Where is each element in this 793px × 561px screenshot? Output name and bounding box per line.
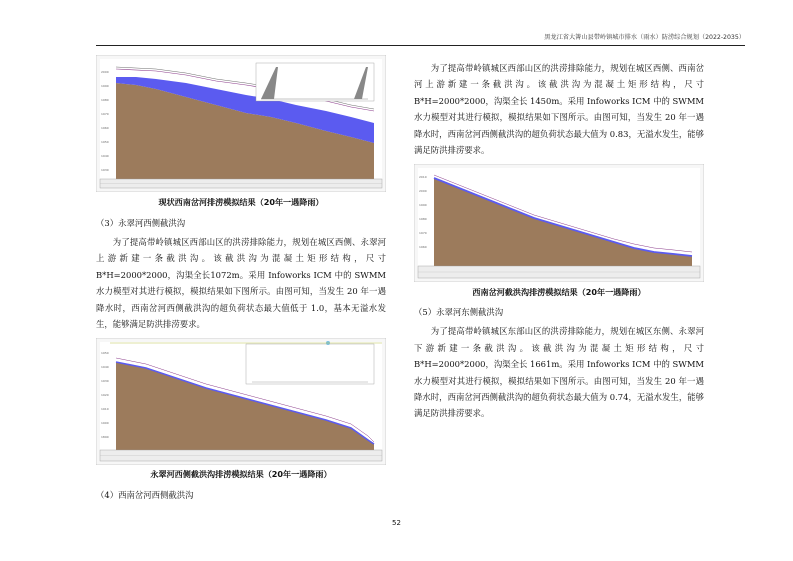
- svg-text:1930: 1930: [101, 168, 109, 172]
- svg-text:1970: 1970: [101, 112, 109, 116]
- svg-text:2000: 2000: [101, 70, 109, 74]
- profile-chart-2: [96, 338, 386, 465]
- figure-3-caption: 西南岔河截洪沟排涝模拟结果（20年一遇降雨）: [472, 287, 646, 298]
- section-paragraph-3: 为了提高带岭镇城区西部山区的洪涝排除能力，规划在城区西侧、永翠河上游新建一条截洪沟。该截洪沟为混凝土矩形结构，尺寸 B*H=2000*2000，沟渠全长1072m。采用 Infoworks ICM 中的 SWMM 水力模型对其进行模拟，模拟结果如下图所示。由图可知，当发生 20 年一遇降水时，西南岔河西侧截洪沟的超负荷状态最大值低于 1.0，基本无溢水发生，能够满足防洪排涝要求。: [96, 237, 386, 330]
- svg-text:1930: 1930: [101, 379, 109, 384]
- svg-text:1980: 1980: [101, 98, 109, 102]
- svg-text:1890: 1890: [101, 435, 109, 440]
- figure-1-caption: 现状西南岔河排涝模拟结果（20年一遇降雨）: [158, 197, 324, 207]
- section-heading-3: （3）永翠河西侧截洪沟: [96, 218, 186, 228]
- section-heading-4: （4）西南岔河西侧截洪沟: [96, 490, 194, 501]
- page-number: 52: [392, 519, 401, 527]
- right-column: [414, 55, 704, 422]
- section-heading-5: （5）永翠河东侧截洪沟: [414, 307, 504, 318]
- svg-text:1980: 1980: [419, 217, 427, 222]
- svg-text:2000: 2000: [419, 189, 427, 194]
- profile-chart-1: [96, 55, 386, 192]
- profile-chart-3: [414, 164, 704, 282]
- svg-text:1950: 1950: [101, 351, 109, 356]
- svg-text:1960: 1960: [419, 245, 427, 250]
- svg-text:1970: 1970: [419, 231, 427, 236]
- svg-text:1950: 1950: [101, 140, 109, 144]
- svg-text:1920: 1920: [101, 393, 109, 398]
- left-column: [96, 55, 386, 501]
- figure-yongcui-west-ditch: [96, 338, 386, 465]
- svg-text:1940: 1940: [101, 154, 109, 158]
- figure-2-caption: 永翠河西侧截洪沟排涝模拟结果（20年一遇降雨）: [150, 469, 332, 480]
- svg-text:1990: 1990: [419, 203, 427, 208]
- running-header: 黑龙江省大箐山县带岭镇城市排水（雨水）防涝综合规划（2022-2035）: [544, 34, 745, 41]
- header-rule: [96, 45, 745, 46]
- svg-text:1900: 1900: [101, 421, 109, 426]
- svg-text:1960: 1960: [101, 126, 109, 130]
- svg-text:1940: 1940: [101, 365, 109, 370]
- section-paragraph-4: 为了提高带岭镇城区西部山区的洪涝排除能力，规划在城区西侧、西南岔河上游新建一条截洪沟。该截洪沟为混凝土矩形结构，尺寸 B*H=2000*2000，沟渠全长 1450m。采用 Infoworks ICM 中的 SWMM 水力模型对其进行模拟，模拟结果如下图所示。由图可知，当发生 20 年一遇降水时，西南岔河西侧截洪沟的超负荷状态最大值为 0.83，无溢水发生，能够满足防洪排涝要求。: [414, 63, 705, 156]
- figure-existing-southwest-river: [96, 55, 386, 192]
- svg-text:1990: 1990: [101, 84, 109, 88]
- figure-southwest-river-ditch: [414, 164, 704, 282]
- svg-text:1910: 1910: [101, 407, 109, 412]
- svg-text:2010: 2010: [419, 175, 427, 180]
- section-paragraph-5: 为了提高带岭镇城区东部山区的洪涝排除能力，规划在城区东侧、永翠河下游新建一条截洪沟。该截洪沟为混凝土矩形结构，尺寸 B*H=2000*2000，沟渠全长 1661m。采用 Infoworks ICM 中的 SWMM 水力模型对其进行模拟，模拟结果如下图所示。由图可知，当发生 20 年一遇降水时，西南岔河西侧截洪沟的超负荷状态最大值为 0.74，无溢水发生，能够满足防洪排涝要求。: [414, 326, 705, 419]
